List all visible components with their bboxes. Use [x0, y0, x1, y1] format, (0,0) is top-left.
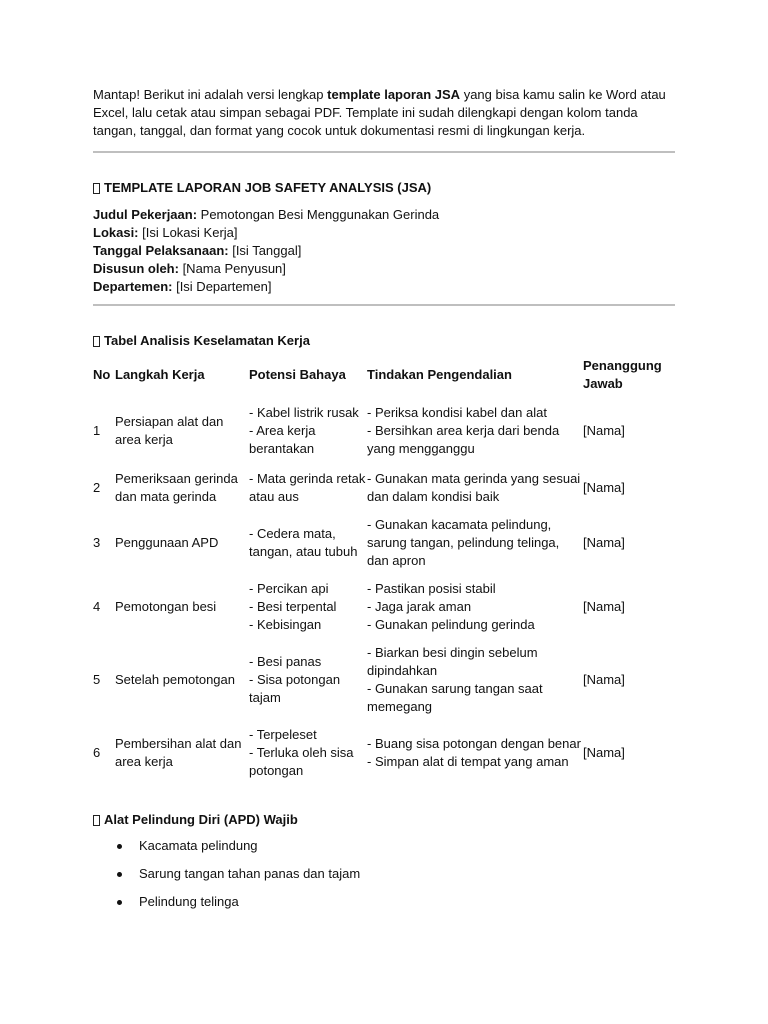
bullet-icon: [117, 872, 122, 877]
col-header-hazard: Potensi Bahaya: [249, 367, 346, 382]
apd-section-title: [93, 811, 675, 829]
apd-list: [93, 837, 675, 921]
col-header-step: Langkah Kerja: [115, 367, 205, 382]
table-row: 1 Persiapan alat dan area kerja - Kabel listrik rusak - Area kerja berantakan - Periksa kondisi kabel dan alat - Bersihkan area kerja dari benda yang mengganggu [Nama]: [93, 404, 625, 456]
table-row: 3 Penggunaan APD - Cedera mata, tangan, atau tubuh - Gunakan kacamata pelindung, sarung tangan, pelindung telinga, dan apron [Nama]: [93, 516, 625, 568]
meta-location: Lokasi: [Isi Lokasi Kerja]: [93, 225, 238, 240]
table-section-title: [93, 332, 675, 350]
table-header-row: [93, 355, 675, 395]
intro-bold: template laporan JSA: [327, 87, 461, 102]
report-title: [93, 179, 675, 197]
document-page: [93, 86, 675, 921]
bullet-icon: [117, 900, 122, 905]
table-row: 4 Pemotongan besi - Percikan api - Besi terpental - Kebisingan - Pastikan posisi stabil - Jaga jarak aman - Gunakan pelindung gerinda [Nama]: [93, 581, 625, 632]
col-header-control: Tindakan Pengendalian: [367, 367, 512, 382]
meta-author: Disusun oleh: [Nama Penyusun]: [93, 261, 286, 276]
list-item: Pelindung telinga: [93, 893, 675, 921]
list-item: Kacamata pelindung: [93, 837, 675, 865]
missing-glyph-icon: [93, 815, 100, 826]
intro-suffix: yang bisa kamu salin ke Word atau Excel, lalu cetak atau simpan sebagai PDF. Template ini sudah dilengkapi dengan kolom tanda tangan, tanggal, dan format yang cocok untuk dokumentasi resmi di lingkungan kerja.: [93, 87, 666, 138]
list-item: Sarung tangan tahan panas dan tajam: [93, 865, 675, 893]
meta-date: Tanggal Pelaksanaan: [Isi Tanggal]: [93, 243, 302, 258]
apd-section-title-text: Alat Pelindung Diri (APD) Wajib: [104, 812, 298, 827]
table-section-title-text: Tabel Analisis Keselamatan Kerja: [104, 333, 310, 348]
table-row: 2 Pemeriksaan gerinda dan mata gerinda - Mata gerinda retak atau aus - Gunakan mata gerinda yang sesuai dan dalam kondisi baik [Nama]: [93, 470, 625, 504]
meta-job-title: Judul Pekerjaan: Pemotongan Besi Menggunakan Gerinda: [93, 207, 440, 222]
intro-prefix: Mantap! Berikut ini adalah versi lengkap: [93, 87, 328, 102]
bullet-icon: [117, 844, 122, 849]
meta-department: Departemen: [Isi Departemen]: [93, 279, 272, 294]
divider: [93, 151, 675, 153]
divider: [93, 304, 675, 306]
report-meta: [93, 206, 675, 296]
table-row: 5 Setelah pemotongan - Besi panas - Sisa potongan tajam - Biarkan besi dingin sebelum dipindahkan - Gunakan sarung tangan saat memegang [Nama]: [93, 645, 625, 714]
report-title-text: TEMPLATE LAPORAN JOB SAFETY ANALYSIS (JSA): [104, 180, 432, 195]
jsa-table: [93, 355, 675, 784]
col-header-pic: Penanggung Jawab: [583, 358, 662, 391]
intro-paragraph: [93, 86, 675, 140]
table-row: 6 Pembersihan alat dan area kerja - Terpeleset - Terluka oleh sisa potongan - Buang sisa potongan dengan benar - Simpan alat di tempat yang aman [Nama]: [93, 727, 625, 778]
missing-glyph-icon: [93, 336, 100, 347]
missing-glyph-icon: [93, 183, 100, 194]
col-header-no: No: [93, 367, 111, 382]
